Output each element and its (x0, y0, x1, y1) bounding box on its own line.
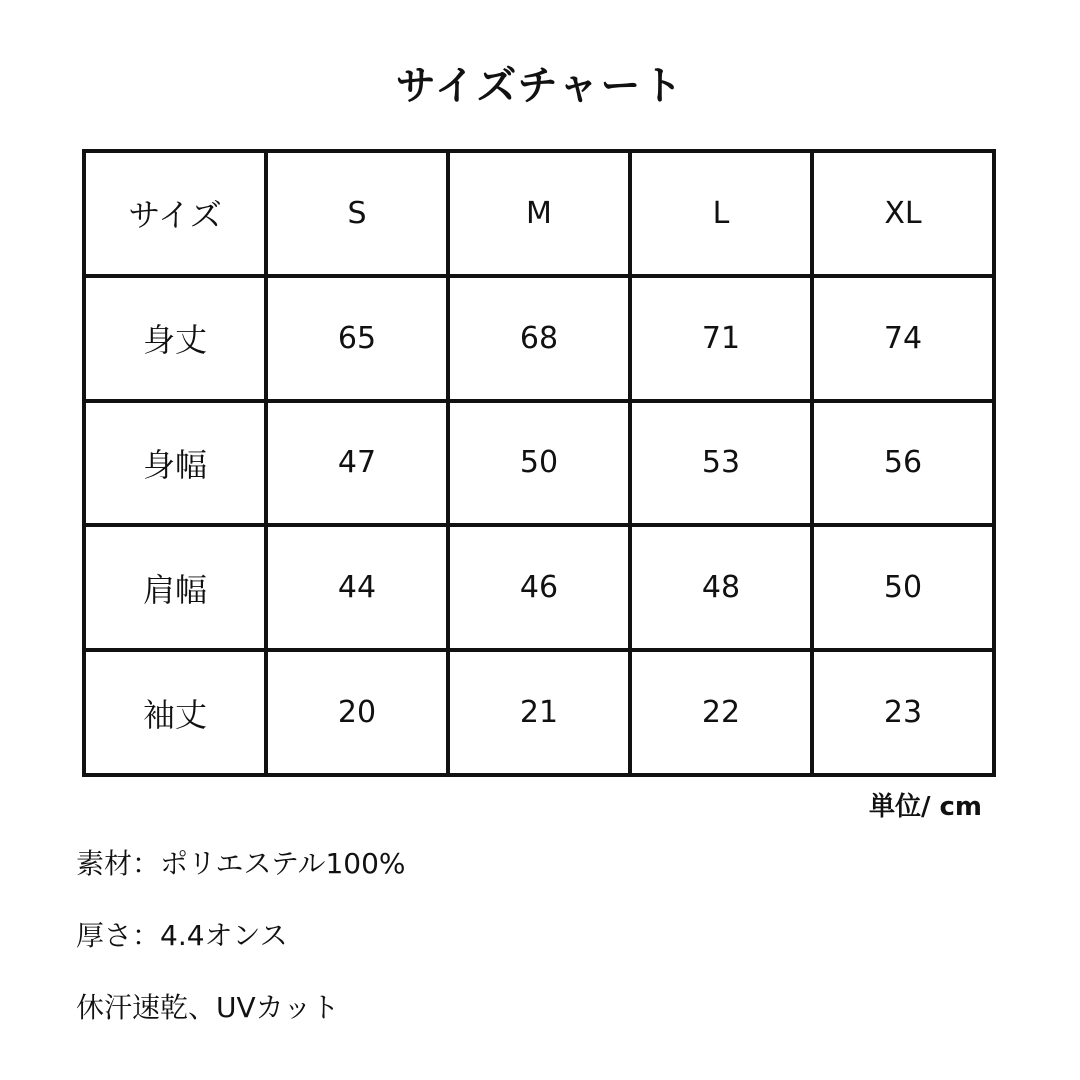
feature-note: 休汗速乾、UVカット (76, 991, 340, 1024)
unit-label: 単位/ cm (868, 792, 982, 822)
table-cell: 20 (266, 650, 448, 775)
table-cell: 22 (630, 650, 812, 775)
table-cell: 53 (630, 401, 812, 526)
product-notes (76, 844, 406, 1060)
page-title: サイズチャート (395, 63, 685, 109)
row-label: 身丈 (84, 276, 266, 401)
size-chart-table (82, 149, 996, 777)
header-cell-l: L (630, 151, 812, 276)
row-label: 袖丈 (84, 650, 266, 775)
table-cell: 74 (812, 276, 994, 401)
table-cell: 47 (266, 401, 448, 526)
table-cell: 21 (448, 650, 630, 775)
table-cell: 50 (812, 525, 994, 650)
table-cell: 23 (812, 650, 994, 775)
table-cell: 44 (266, 525, 448, 650)
header-cell-s: S (266, 151, 448, 276)
material-note: 素材：ポリエステル100% (76, 847, 406, 880)
table-cell: 68 (448, 276, 630, 401)
table-row (84, 401, 994, 526)
row-label: 身幅 (84, 401, 266, 526)
table-row (84, 650, 994, 775)
table-cell: 65 (266, 276, 448, 401)
table-cell: 46 (448, 525, 630, 650)
table-header-row (84, 151, 994, 276)
header-cell-m: M (448, 151, 630, 276)
table-row (84, 525, 994, 650)
table-cell: 71 (630, 276, 812, 401)
table-cell: 50 (448, 401, 630, 526)
table-cell: 56 (812, 401, 994, 526)
row-label: 肩幅 (84, 525, 266, 650)
header-cell-xl: XL (812, 151, 994, 276)
table-row (84, 276, 994, 401)
header-cell-size: サイズ (84, 151, 266, 276)
table-cell: 48 (630, 525, 812, 650)
thickness-note: 厚さ：4.4オンス (76, 919, 288, 952)
